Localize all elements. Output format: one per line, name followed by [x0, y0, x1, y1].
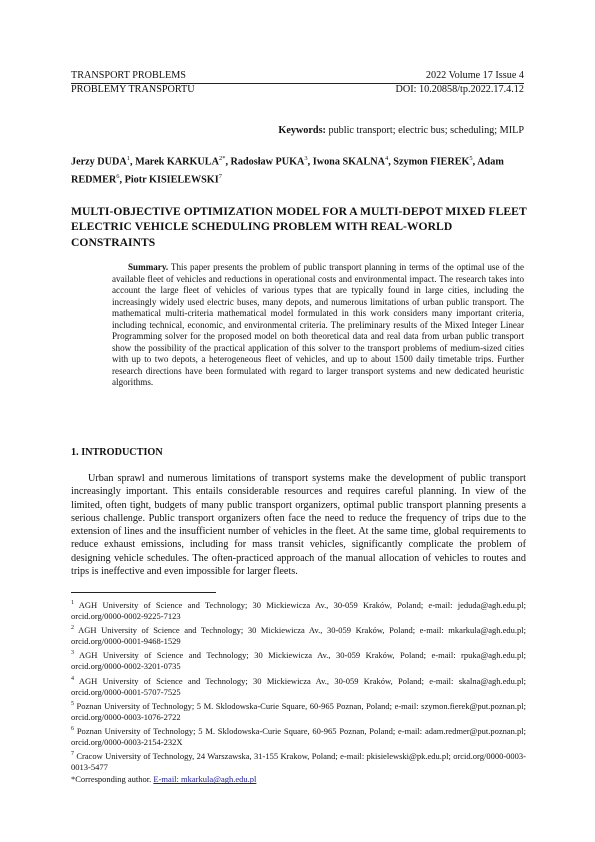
author-name: Marek KARKULA — [135, 156, 219, 168]
footnote-text: Poznan University of Technology; 5 M. Sklodowska-Curie Square, 60-965 Poznan, Poland; e-mail: szymon.fierek@put.poznan.pl; orcid.org/0000-0003-1076-2722 — [71, 700, 526, 722]
author-affiliation-marker: 4 — [384, 155, 389, 162]
footnote-rule — [71, 592, 216, 593]
footnote — [71, 699, 526, 723]
author-name: Radosław PUKA — [230, 156, 305, 168]
author-separator: , — [307, 156, 313, 168]
corresponding-author — [71, 774, 526, 785]
footnote — [71, 598, 526, 622]
footnote-text: AGH University of Science and Technology; 30 Mickiewicza Av., 30-059 Kraków, Poland; e-mail: skalna@agh.edu.pl; orcid.org/0000-0001-5707-7525 — [71, 675, 527, 697]
author-name: Piotr KISIELEWSKI — [124, 174, 219, 186]
keywords-label: Keywords: — [278, 125, 326, 136]
corresponding-label: *Corresponding author. — [71, 774, 152, 785]
footnote — [71, 749, 526, 773]
corresponding-email-link[interactable]: E-mail: mkarkula@agh.edu.pl — [153, 774, 257, 785]
footnote-number: 7 — [71, 751, 74, 758]
footnote-text: AGH University of Science and Technology; 30 Mickiewicza Av., 30-059 Kraków, Poland; e-mail: rpuka@agh.edu.pl; orcid.org/0000-0002-3201-0735 — [71, 650, 526, 672]
section-heading: 1. INTRODUCTION — [71, 447, 163, 458]
footnote-list — [71, 598, 526, 773]
footnote-number: 5 — [71, 700, 74, 707]
author-affiliation-marker: 7 — [218, 173, 222, 181]
author-list — [71, 151, 526, 188]
footnote-number: 6 — [71, 726, 74, 733]
author-affiliation-marker: 5 — [469, 155, 473, 162]
intro-paragraph: Urban sprawl and numerous limitations of transport systems make the development of public transport increasingly important. This entails considerable resources and requires careful planning. In view of the limited, often tight, budgets of many public transport organizers, optimal public transport planning presents a serious challenge. Public transport organizers often face the need to reduce the frequency of trips due to the extension of lines and the insufficient number of vehicles in the fleet. At the same time, global requirements to reduce exhaust emissions, including for mass transit vehicles, significantly complicate the problem of designing vehicle schedules. The often-practiced approach of the manual allocation of vehicles to routes and trips is ineffective and even impossible for larger fleets. — [71, 473, 526, 578]
author-name: Szymon FIEREK — [393, 156, 470, 168]
author-affiliation-marker: 2* — [218, 155, 226, 162]
volume-issue: 2022 Volume 17 Issue 4 — [425, 70, 524, 81]
footnotes — [71, 598, 526, 786]
footnote-text: Poznan University of Technology; 5 M. Sklodowska-Curie Square, 60-965 Poznan, Poland; e-mail: adam.redmer@put.poznan.pl; orcid.org/0000-0003-2154-232X — [71, 725, 527, 747]
author-name: Iwona SKALNA — [312, 156, 385, 168]
journal-name-en: TRANSPORT PROBLEMS — [71, 70, 186, 81]
footnote-number: 1 — [71, 600, 74, 606]
footnote — [71, 724, 526, 748]
author-name: Adam REDMER — [71, 156, 504, 186]
keywords-text: public transport; electric bus; scheduling; MILP — [328, 125, 524, 136]
summary-lead: Summary. — [128, 262, 169, 272]
footnote-text: AGH University of Science and Technology; 30 Mickiewicza Av., 30-059 Kraków, Poland; e-mail: mkarkula@agh.edu.pl; orcid.org/0000-0001-9468-1529 — [71, 625, 527, 647]
author-separator: , — [129, 156, 136, 168]
author-separator: , — [472, 156, 478, 168]
footnote — [71, 648, 526, 672]
doi[interactable]: DOI: 10.20858/tp.2022.17.4.12 — [395, 84, 524, 95]
footnote-text: AGH University of Science and Technology; 30 Mickiewicza Av., 30-059 Kraków, Poland; e-mail: jeduda@agh.edu.pl; orcid.org/0000-0002-9225-7123 — [71, 599, 526, 621]
author-separator: , — [388, 156, 394, 168]
introduction-body — [71, 472, 526, 578]
journal-name-pl: PROBLEMY TRANSPORTU — [71, 84, 195, 95]
footnote-number: 2 — [71, 625, 74, 632]
footnote-number: 3 — [71, 650, 74, 657]
footnote-text: Cracow University of Technology, 24 Warszawska, 31-155 Krakow, Poland; e-mail: pkisielewski@pk.edu.pl; orcid.org/0000-0003-0013-5477 — [71, 751, 526, 773]
paper-title: MULTI-OBJECTIVE OPTIMIZATION MODEL FOR A MULTI-DEPOT MIXED FLEET ELECTRIC VEHICLE SCHEDULING PROBLEM WITH REAL-WORLD CONSTRAINTS — [71, 205, 527, 249]
author-affiliation-marker: 1 — [126, 155, 130, 162]
footnote-number: 4 — [71, 675, 74, 682]
keywords — [278, 125, 524, 136]
author-affiliation-marker: 6 — [116, 173, 120, 181]
footnote — [71, 674, 526, 698]
summary-text: This paper presents the problem of public transport planning in terms of the optimal use of the available fleet of vehicles and reductions in operational costs and environmental impact. The research takes into account the large fleet of vehicles of various types that are typically found in large cities, including the increasingly widely used electric buses, many depots, and numerous limitations of urban public transport. The mathematical multi-criteria mathematical model formulated in this work considers many important criteria, including technical, economic, and environmental criteria. The preliminary results of the Mixed Integer Linear Programming solver for the proposed model on both theoretical data and real data from urban public transport show the possibility of the practical application of this solver to the transport problems of medium-sized cities with up to two depots, a heterogeneous fleet of vehicles, and up to about 1500 daily timetable trips. Further research directions have been formulated with regard to larger transport systems and new dedicated heuristic algorithms. — [112, 262, 524, 388]
author-name: Jerzy DUDA — [71, 156, 127, 168]
footnote — [71, 623, 526, 647]
summary — [112, 262, 524, 389]
author-separator: , — [225, 156, 231, 168]
author-separator: , — [119, 174, 125, 186]
author-affiliation-marker: 3 — [304, 155, 308, 162]
